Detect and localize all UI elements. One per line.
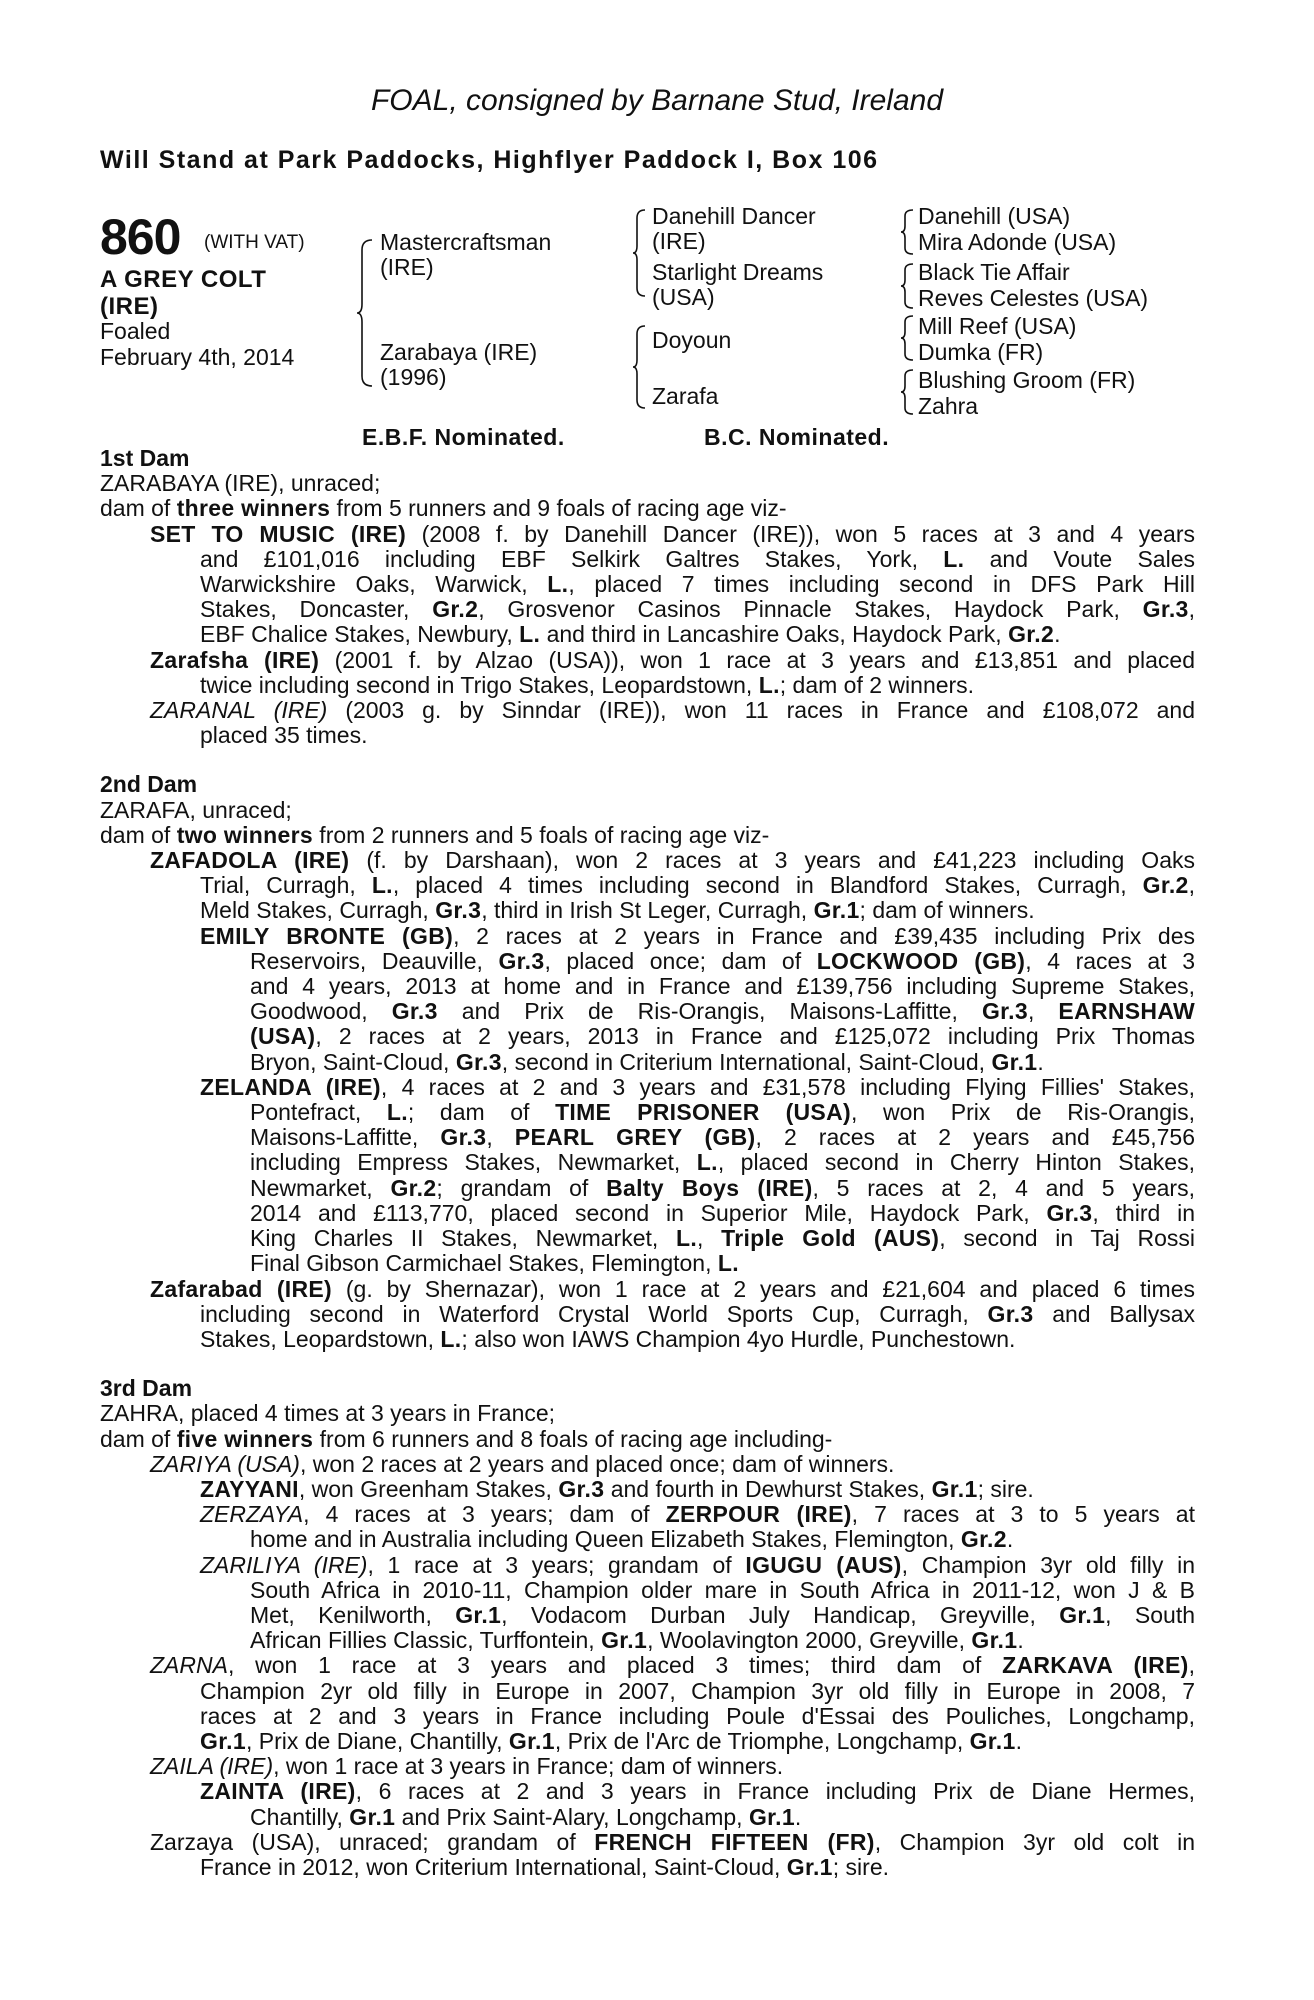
bc-nominated: B.C. Nominated. bbox=[704, 424, 890, 450]
foaled-value: February 4th, 2014 bbox=[100, 344, 295, 370]
pedigree-brace-g2 bbox=[900, 262, 916, 310]
progeny-detail: Trial, Curragh, L., placed 4 times including second in Blandford Stakes, Curragh, Gr.2, bbox=[200, 872, 1196, 899]
progeny-detail: Final Gibson Carmichael Stakes, Flemington, L. bbox=[250, 1250, 739, 1277]
progeny-detail: Champion 2yr old filly in Europe in 2007, Champion 3yr old filly in Europe in 2008, 7 bbox=[200, 1677, 1195, 1704]
pedigree-g6: Dumka (FR) bbox=[918, 339, 1044, 365]
progeny-detail: Met, Kenilworth, Gr.1, Vodacom Durban July Handicap, Greyville, Gr.1, South bbox=[250, 1601, 1196, 1628]
progeny-detail: Meld Stakes, Curragh, Gr.3, third in Irish St Leger, Curragh, Gr.1; dam of winners. bbox=[200, 897, 1035, 924]
pedigree-g4: Reves Celestes (USA) bbox=[918, 285, 1149, 311]
foaled-label: Foaled bbox=[100, 318, 171, 344]
vat-note: (WITH VAT) bbox=[204, 232, 305, 253]
sire-name: Mastercraftsman bbox=[380, 229, 552, 255]
progeny-detail: twice including second in Trigo Stakes, Leopardstown, L.; dam of 2 winners. bbox=[200, 671, 975, 698]
progeny-detail: Pontefract, L.; dam of TIME PRISONER (USA), won Prix de Ris-Orangis, bbox=[250, 1099, 1195, 1126]
second-dam-title: 2nd Dam bbox=[100, 771, 198, 798]
progeny-zelanda: ZELANDA (IRE), 4 races at 2 and 3 years and £31,578 including Flying Fillies' Stakes, bbox=[200, 1073, 1196, 1100]
progeny-detail: EBF Chalice Stakes, Newbury, L. and third in Lancashire Oaks, Haydock Park, Gr.2. bbox=[200, 621, 1061, 648]
progeny-detail: races at 2 and 3 years in France including Poule d'Essai des Pouliches, Longchamp, bbox=[200, 1702, 1195, 1729]
third-dam-title: 3rd Dam bbox=[100, 1375, 193, 1402]
progeny-detail: 2014 and £113,770, placed second in Superior Mile, Haydock Park, Gr.3, third in bbox=[250, 1199, 1195, 1226]
dam-name: Zarabaya (IRE) bbox=[380, 339, 538, 365]
sire-origin: (IRE) bbox=[380, 254, 434, 280]
first-dam-title: 1st Dam bbox=[100, 445, 190, 471]
pedigree-sire-dam bbox=[652, 260, 823, 310]
first-dam-line: ZARABAYA (IRE), unraced; bbox=[100, 470, 381, 497]
pedigree-brace-g1 bbox=[900, 208, 916, 256]
progeny-zariliya: ZARILIYA (IRE), 1 race at 3 years; grandam of IGUGU (AUS), Champion 3yr old filly in bbox=[200, 1551, 1195, 1578]
progeny-set-to-music: SET TO MUSIC (IRE) (2008 f. by Danehill Dancer (IRE)), won 5 races at 3 and 4 years bbox=[150, 520, 1195, 547]
second-dam-summary: dam of two winners from 2 runners and 5 foals of racing age viz- bbox=[100, 821, 770, 848]
pedigree-g2: Mira Adonde (USA) bbox=[918, 229, 1117, 255]
progeny-detail: Stakes, Leopardstown, L.; also won IAWS Champion 4yo Hurdle, Punchestown. bbox=[200, 1325, 1016, 1352]
pedigree-g7: Blushing Groom (FR) bbox=[918, 367, 1136, 393]
first-dam-summary: dam of three winners from 5 runners and 9 foals of racing age viz- bbox=[100, 495, 787, 522]
horse-name-line1: A GREY COLT bbox=[100, 266, 267, 293]
progeny-detail: Goodwood, Gr.3 and Prix de Ris-Orangis, Maisons-Laffitte, Gr.3, EARNSHAW bbox=[250, 998, 1195, 1025]
third-dam-line: ZAHRA, placed 4 times at 3 years in France; bbox=[100, 1400, 556, 1427]
progeny-zarafsha: Zarafsha (IRE) (2001 f. by Alzao (USA)), won 1 race at 3 years and £13,851 and placed bbox=[150, 646, 1196, 673]
location-line: Will Stand at Park Paddocks, Highflyer Paddock I, Box 106 bbox=[100, 146, 879, 174]
pedigree-g5: Mill Reef (USA) bbox=[918, 313, 1077, 339]
pedigree-sire bbox=[380, 230, 551, 280]
sire-dam-origin: (USA) bbox=[652, 284, 715, 310]
progeny-detail: Newmarket, Gr.2; grandam of Balty Boys (IRE), 5 races at 2, 4 and 5 years, bbox=[250, 1174, 1195, 1201]
progeny-zafadola: ZAFADOLA (IRE) (f. by Darshaan), won 2 races at 3 years and £41,223 including Oaks bbox=[150, 847, 1195, 874]
progeny-zaila: ZAILA (IRE), won 1 race at 3 years in France; dam of winners. bbox=[150, 1753, 784, 1780]
progeny-detail: South Africa in 2010-11, Champion older mare in South Africa in 2011-12, won J & B bbox=[250, 1576, 1195, 1603]
pedigree-brace-sire bbox=[632, 208, 648, 298]
progeny-detail: including Empress Stakes, Newmarket, L., placed second in Cherry Hinton Stakes, bbox=[250, 1149, 1195, 1176]
pedigree-brace-dam bbox=[632, 324, 648, 410]
progeny-detail: France in 2012, won Criterium International, Saint-Cloud, Gr.1; sire. bbox=[200, 1853, 889, 1880]
pedigree-g3: Black Tie Affair bbox=[918, 259, 1070, 285]
progeny-detail: home and in Australia including Queen Elizabeth Stakes, Flemington, Gr.2. bbox=[250, 1526, 1014, 1553]
progeny-zariya: ZARIYA (USA), won 2 races at 2 years and placed once; dam of winners. bbox=[150, 1450, 895, 1477]
progeny-detail: Reservoirs, Deauville, Gr.3, placed once; dam of LOCKWOOD (GB), 4 races at 3 bbox=[250, 947, 1195, 974]
progeny-detail: Stakes, Doncaster, Gr.2, Grosvenor Casinos Pinnacle Stakes, Haydock Park, Gr.3, bbox=[200, 596, 1196, 623]
progeny-detail: Warwickshire Oaks, Warwick, L., placed 7 times including second in DFS Park Hill bbox=[200, 571, 1195, 598]
pedigree-dam-dam: Zarafa bbox=[652, 383, 719, 409]
progeny-detail: King Charles II Stakes, Newmarket, L., Triple Gold (AUS), second in Taj Rossi bbox=[250, 1225, 1196, 1252]
pedigree-brace-g3 bbox=[900, 314, 916, 362]
progeny-detail: Bryon, Saint-Cloud, Gr.3, second in Criterium International, Saint-Cloud, Gr.1. bbox=[250, 1048, 1044, 1075]
lot-number: 860 bbox=[100, 209, 181, 265]
progeny-detail: including second in Waterford Crystal World Sports Cup, Curragh, Gr.3 and Ballysax bbox=[200, 1300, 1195, 1327]
third-dam-summary: dam of five winners from 6 runners and 8 foals of racing age including- bbox=[100, 1425, 833, 1452]
pedigree-brace-generation-1 bbox=[356, 238, 376, 388]
pedigree-sire-sire bbox=[652, 204, 816, 254]
horse-name-line2: (IRE) bbox=[100, 293, 159, 320]
pedigree-brace-g4 bbox=[900, 368, 916, 416]
sire-sire-name: Danehill Dancer bbox=[652, 203, 816, 229]
progeny-detail: Gr.1, Prix de Diane, Chantilly, Gr.1, Prix de l'Arc de Triomphe, Longchamp, Gr.1. bbox=[200, 1727, 1022, 1754]
progeny-zayyani: ZAYYANI, won Greenham Stakes, Gr.3 and fourth in Dewhurst Stakes, Gr.1; sire. bbox=[200, 1475, 1034, 1502]
consignor-line: FOAL, consigned by Barnane Stud, Ireland bbox=[370, 84, 944, 117]
sire-sire-origin: (IRE) bbox=[652, 228, 706, 254]
progeny-zarzaya: Zarzaya (USA), unraced; grandam of FRENCH FIFTEEN (FR), Champion 3yr old colt in bbox=[150, 1828, 1196, 1855]
progeny-zaranal: ZARANAL (IRE) (2003 g. by Sinndar (IRE)), won 11 races in France and £108,072 and bbox=[150, 697, 1195, 724]
progeny-zerzaya: ZERZAYA, 4 races at 3 years; dam of ZERPOUR (IRE), 7 races at 3 to 5 years at bbox=[200, 1501, 1195, 1528]
progeny-detail: Maisons-Laffitte, Gr.3, PEARL GREY (GB), 2 races at 2 years and £45,756 bbox=[250, 1124, 1196, 1151]
progeny-detail: and £101,016 including EBF Selkirk Galtres Stakes, York, L. and Voute Sales bbox=[200, 545, 1195, 572]
horse-description bbox=[100, 266, 266, 320]
sire-dam-name: Starlight Dreams bbox=[652, 259, 824, 285]
progeny-zarna: ZARNA, won 1 race at 3 years and placed 3 times; third dam of ZARKAVA (IRE), bbox=[150, 1652, 1195, 1679]
progeny-detail: (USA), 2 races at 2 years, 2013 in France and £125,072 including Prix Thomas bbox=[250, 1023, 1195, 1050]
progeny-zainta: ZAINTA (IRE), 6 races at 2 and 3 years in France including Prix de Diane Hermes, bbox=[200, 1778, 1195, 1805]
progeny-emily-bronte: EMILY BRONTE (GB), 2 races at 2 years in France and £39,435 including Prix des bbox=[200, 922, 1195, 949]
pedigree-dam-sire: Doyoun bbox=[652, 327, 732, 353]
pedigree-dam bbox=[380, 340, 537, 390]
pedigree-g8: Zahra bbox=[918, 393, 979, 419]
dam-year: (1996) bbox=[380, 364, 447, 390]
progeny-detail: placed 35 times. bbox=[200, 722, 368, 749]
second-dam-line: ZARAFA, unraced; bbox=[100, 796, 292, 823]
ebf-nominated: E.B.F. Nominated. bbox=[362, 424, 565, 450]
progeny-detail: and 4 years, 2013 at home and in France and £139,756 including Supreme Stakes, bbox=[250, 973, 1195, 1000]
foaled-date bbox=[100, 318, 294, 370]
progeny-zafarabad: Zafarabad (IRE) (g. by Shernazar), won 1 race at 2 years and £21,604 and placed 6 times bbox=[150, 1275, 1195, 1302]
pedigree-notes bbox=[100, 446, 1195, 1880]
progeny-detail: Chantilly, Gr.1 and Prix Saint-Alary, Longchamp, Gr.1. bbox=[250, 1803, 802, 1830]
progeny-detail: African Fillies Classic, Turffontein, Gr.1, Woolavington 2000, Greyville, Gr.1. bbox=[250, 1627, 1024, 1654]
pedigree-g1: Danehill (USA) bbox=[918, 203, 1071, 229]
